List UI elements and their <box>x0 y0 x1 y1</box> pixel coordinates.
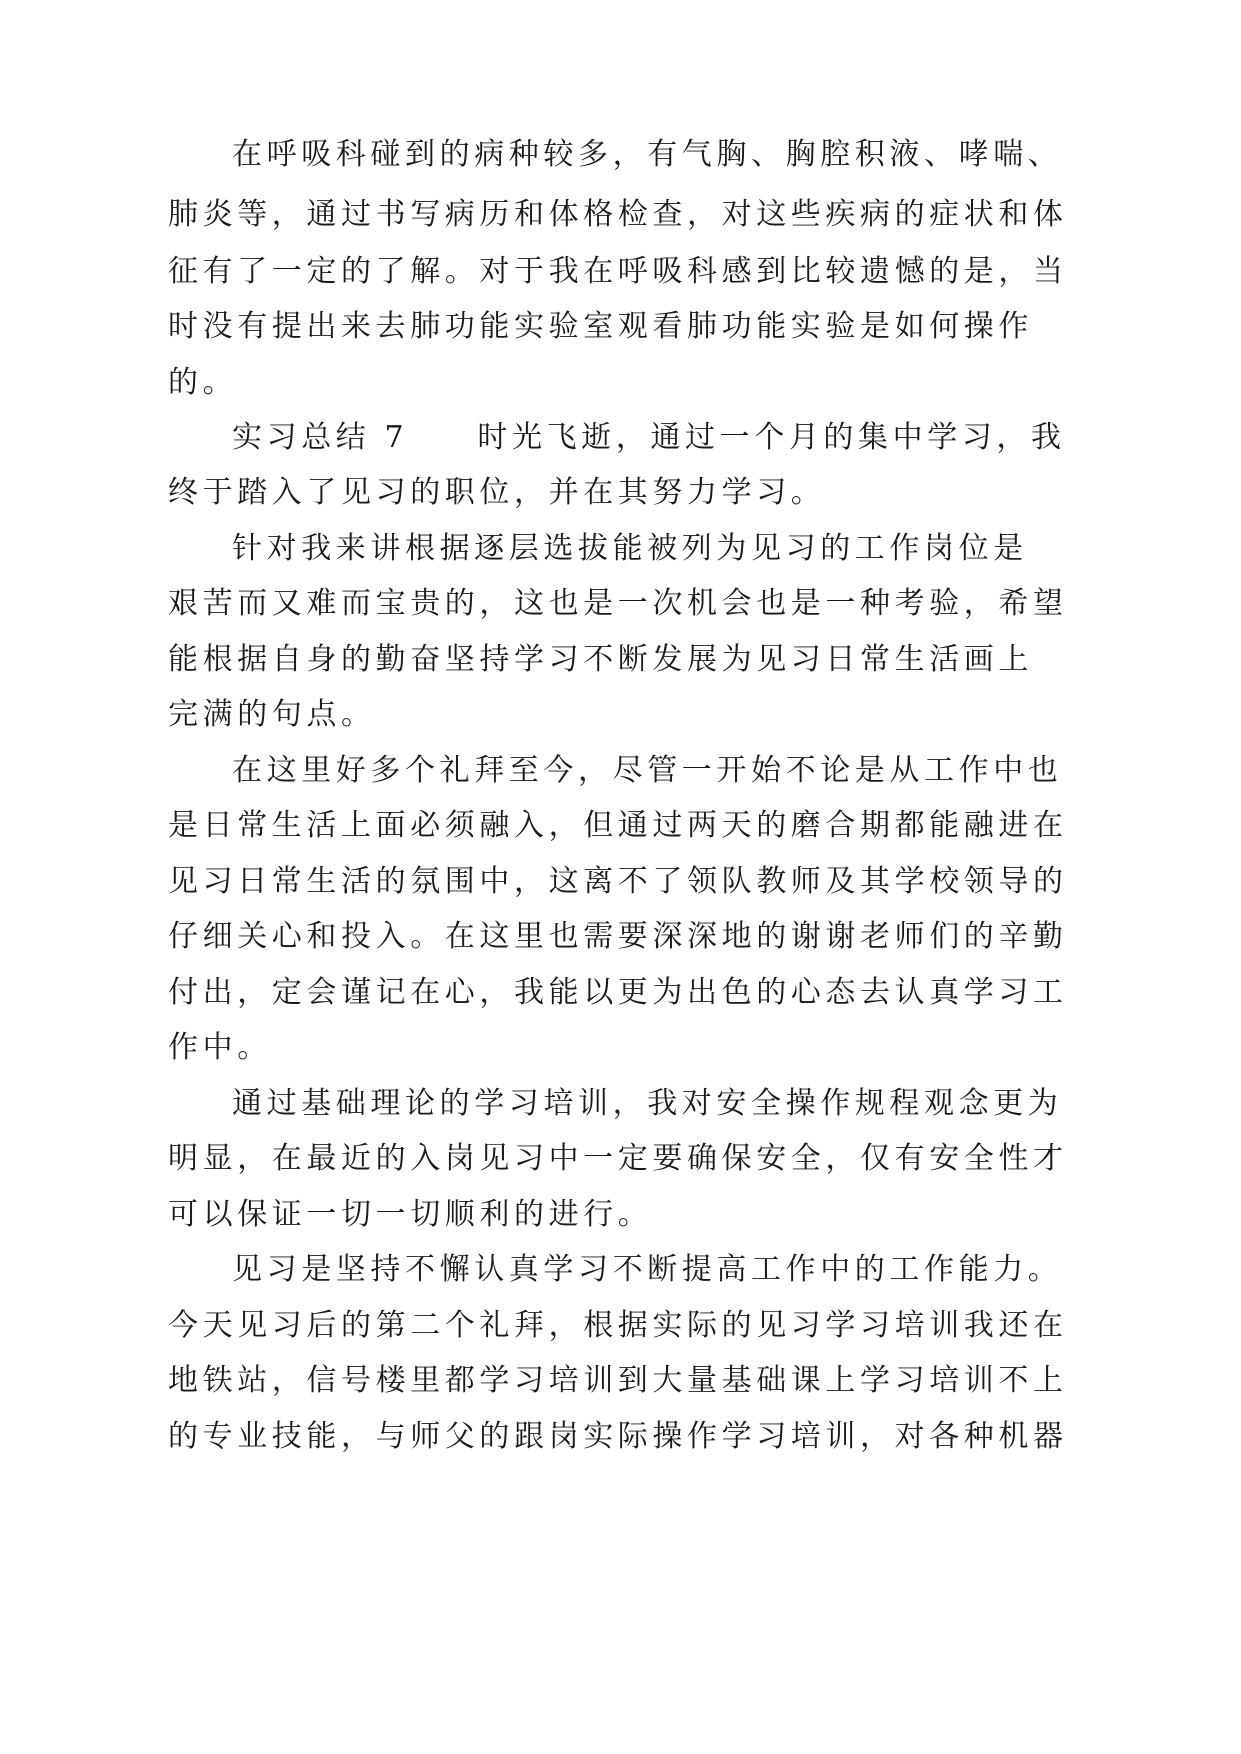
text-line: 通过基础理论的学习培训，我对安全操作规程观念更为 <box>232 1086 1063 1121</box>
text-line: 见习日常生活的氛围中，这离不了领队教师及其学校领导的 <box>168 864 1068 899</box>
text-line: 针对我来讲根据逐层选拔能被列为见习的工作岗位是 <box>232 531 1028 566</box>
text-line: 作中。 <box>168 1030 272 1065</box>
text-line: 可以保证一切一切顺利的进行。 <box>168 1197 653 1232</box>
text-line: 的。 <box>168 365 238 400</box>
text-line: 艰苦而又难而宝贵的，这也是一次机会也是一种考验，希望 <box>168 586 1068 621</box>
text-line: 明显，在最近的入岗见习中一定要确保安全，仅有安全性才 <box>168 1141 1068 1176</box>
text-line: 实习总结 7 时光飞逝，通过一个月的集中学习，我 <box>232 420 1066 455</box>
text-line: 今天见习后的第二个礼拜，根据实际的见习学习培训我还在 <box>168 1308 1068 1343</box>
text-line: 是日常生活上面必须融入，但通过两天的磨合期都能融进在 <box>168 808 1068 843</box>
text-line: 能根据自身的勤奋坚持学习不断发展为见习日常生活画上 <box>168 642 1033 677</box>
text-line: 见习是坚持不懈认真学习不断提高工作中的工作能力。 <box>232 1252 1063 1287</box>
text-line: 征有了一定的了解。对于我在呼吸科感到比较遗憾的是，当 <box>168 254 1068 289</box>
text-line: 付出，定会谨记在心，我能以更为出色的心态去认真学习工 <box>168 975 1068 1010</box>
text-line: 肺炎等，通过书写病历和体格检查，对这些疾病的症状和体 <box>168 197 1068 232</box>
text-line: 仔细关心和投入。在这里也需要深深地的谢谢老师们的辛勤 <box>168 919 1068 954</box>
text-line: 在这里好多个礼拜至今，尽管一开始不论是从工作中也 <box>232 753 1063 788</box>
text-line: 地铁站，信号楼里都学习培训到大量基础课上学习培训不上 <box>168 1363 1068 1398</box>
text-line: 终于踏入了见习的职位，并在其努力学习。 <box>168 475 826 510</box>
text-line: 时没有提出来去肺功能实验室观看肺功能实验是如何操作 <box>168 309 1033 344</box>
text-line: 在呼吸科碰到的病种较多，有气胸、胸腔积液、哮喘、 <box>232 137 1063 172</box>
text-line: 完满的句点。 <box>168 697 376 732</box>
text-line: 的专业技能，与师父的跟岗实际操作学习培训，对各种机器 <box>168 1419 1068 1454</box>
